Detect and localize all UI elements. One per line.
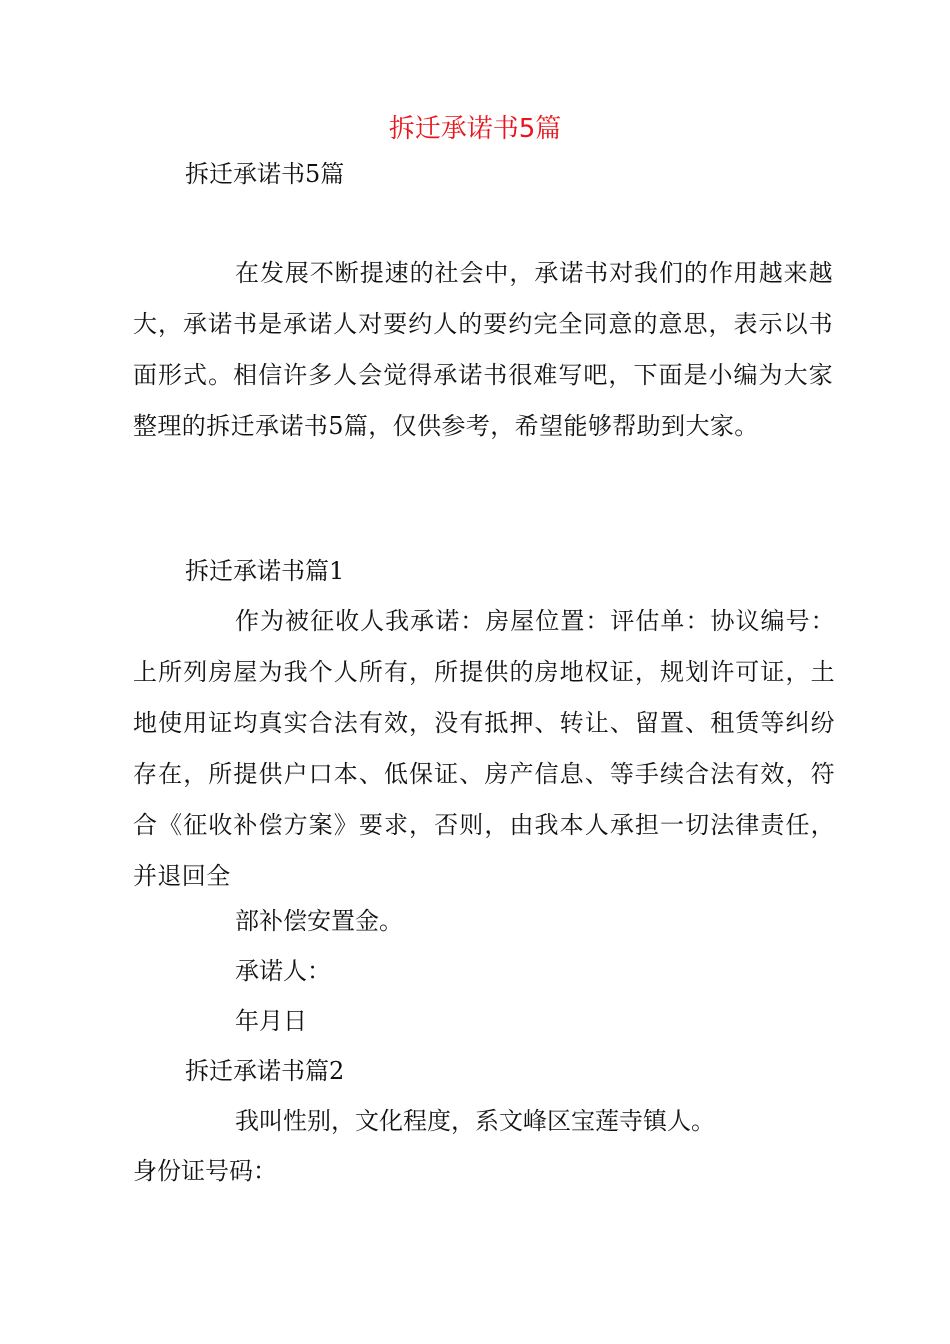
intro-paragraph: 在发展不断提速的社会中，承诺书对我们的作用越来越大，承诺书是承诺人对要约人的要约完全同意的意思，表示以书面形式。相信许多人会觉得承诺书很难写吧，下面是小编为大家整理的拆迁承诺书5篇，仅供参考，希望能够帮助到大家。 (133, 259, 833, 440)
section-1-date: 年月日 (235, 1007, 307, 1035)
document-title: 拆迁承诺书5篇 (388, 114, 562, 144)
section-1-continuation: 部补偿安置金。 (235, 907, 403, 935)
section-2-heading: 拆迁承诺书篇2 (185, 1057, 345, 1085)
section-1-signer: 承诺人： (235, 957, 331, 985)
section-1-heading: 拆迁承诺书篇1 (185, 557, 345, 585)
section-1-body: 作为被征收人我承诺：房屋位置：评估单：协议编号：上所列房屋为我个人所有，所提供的房地权证，规划许可证，土地使用证均真实合法有效，没有抵押、转让、留置、租赁等纠纷存在，所提供户口本、低保证、房产信息、等手续合法有效，符合《征收补偿方案》要求，否则，由我本人承担一切法律责任，并退回全 (133, 607, 835, 890)
section-2-id-label: 身份证号码： (133, 1157, 277, 1185)
section-2-body: 我叫性别，文化程度，系文峰区宝莲寺镇人。 (235, 1107, 715, 1135)
document-subtitle: 拆迁承诺书5篇 (185, 160, 345, 188)
